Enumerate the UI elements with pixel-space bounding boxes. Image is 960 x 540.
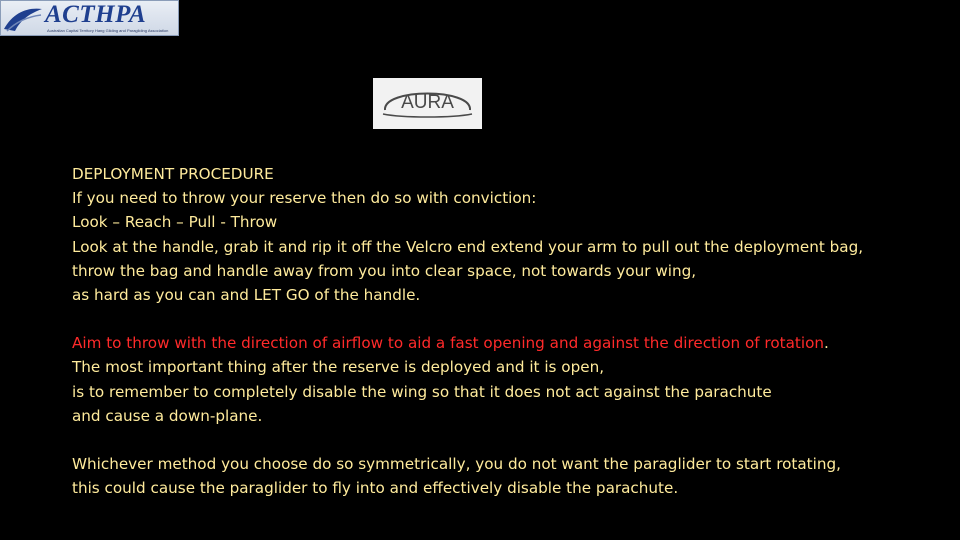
text-line: The most important thing after the reserve is deployed and it is open, (72, 358, 605, 377)
text-line: is to remember to completely disable the wing so that it does not act against the parachute (72, 382, 772, 401)
text-line: If you need to throw your reserve then do so with conviction: (72, 189, 537, 208)
text-line: as hard as you can and LET GO of the handle. (72, 286, 421, 305)
paragraph-throw-direction (72, 331, 942, 428)
procedure-heading: DEPLOYMENT PROCEDURE (72, 165, 274, 183)
acthpa-logo-subtitle: Australian Capital Territory Hang Gliding and Paragliding Association (47, 28, 169, 33)
paragraph-procedure (72, 162, 942, 307)
text-line: Whichever method you choose do so symmetrically, you do not want the paraglider to start rotating, (72, 455, 841, 474)
emphasis-period: . (824, 334, 829, 353)
aura-logo (373, 78, 482, 129)
deployment-procedure-text (72, 162, 942, 500)
acthpa-logo-text: ACTHPA (45, 1, 147, 28)
text-line: throw the bag and handle away from you into clear space, not towards your wing, (72, 261, 697, 280)
text-line-emphasis (72, 331, 942, 355)
text-line: Look – Reach – Pull - Throw (72, 213, 278, 232)
acthpa-logo (0, 0, 179, 36)
aura-logo-text: AURA (401, 92, 454, 113)
emphasis-text: Aim to throw with the direction of airflow to aid a fast opening and against the direction of rotation (72, 334, 824, 353)
text-line: this could cause the paraglider to fly into and effectively disable the parachute. (72, 479, 679, 498)
text-line: Look at the handle, grab it and rip it off the Velcro end extend your arm to pull out the deployment bag, (72, 237, 864, 256)
paragraph-symmetry (72, 452, 942, 500)
glider-swoosh-icon (3, 3, 43, 33)
text-line: and cause a down-plane. (72, 406, 263, 425)
